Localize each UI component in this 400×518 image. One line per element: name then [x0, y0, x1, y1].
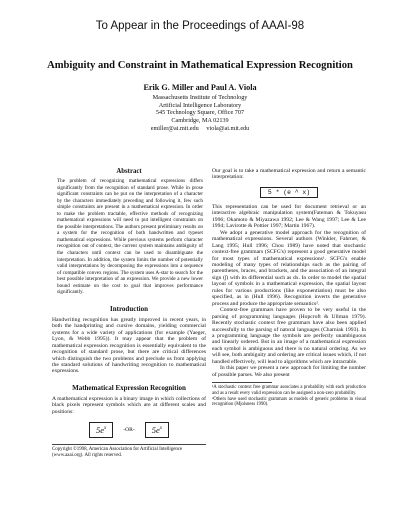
expression-base: 5e [151, 425, 160, 436]
expression-exponent: x [159, 426, 163, 432]
author-emails: emiller@ai.mit.edu viola@ai.mit.edu [150, 124, 250, 132]
venue-line: To Appear in the Proceedings of AAAI-98 [95, 20, 305, 32]
expression-base: 5e [95, 425, 105, 436]
goal-paragraph: Our goal is to take a mathematical expression and return a semantic interpretation: [212, 168, 366, 181]
generative-model-paragraph: We adopt a generative model approach for the recognition of mathematical expressions. Several authors (Winkler, Fahrner, & Lang 1995; Hull 1996; Chou 1989) have noted that stochastic context-free grammars (SCFG's) represent a good generative model for most types of mathematical expressions¹. SCFG's enable modeling of many types of relationships such as the pairing of parentheses, braces, and brackets, and the association of an integral sign (∫) with its differential such as dx. In order to model the spatial layout of symbols in a mathematical expression, the spatial layout rules for various productions (like exponentiation) must be also specified, as in (Hull 1996). Recognition inverts the generative process and produce the appropriate semantics². [212, 229, 366, 307]
or-separator: -OR- [123, 427, 135, 434]
semantic-interpretation-box: 5 * (e ^ x) [260, 187, 318, 198]
copyright-notice: Copyright ©1998, American Association for Artificial Intelligence (www.aaai.org). All rights reserved. [52, 444, 206, 459]
affiliation-line: Massachusetts Institute of Technology [152, 94, 248, 101]
new-approach-paragraph: In this paper we present a new approach for limiting the number of possible parses. We also present [212, 365, 366, 378]
representation-paragraph: This representation can be used for document retrieval or an interactive algebraic manipulation system(Fateman & Tokuyasu 1996; Okamoto & Miyazawa 1992; Lee & Wang 1997; Lee & Lee 1994; Lavirotte & Pottier 1997; Martin 1967). [212, 203, 366, 230]
footnote-2: ²Others have used stochastic grammars as models of generic problems in visual recognition (Mjolsness 1990). [212, 396, 366, 408]
mer-heading: Mathematical Expression Recognition [72, 383, 186, 392]
paper-title: Ambiguity and Constraint in Mathematical Expression Recognition [47, 60, 353, 71]
affiliation [0, 94, 400, 133]
abstract-text: The problem of recognizing mathematical expressions differs significantly from the recognition of standard prose. While in prose significant constraints can be put on the interpretation of a character by the characters immediately preceding and following it, few such simple constraints are present in a mathematical expression. In order to make the problem tractable, effective methods of recognizing mathematical expressions will need to put intelligent constraints on the possible interpretations. The authors present preliminary results on a system for the recognition of both handwritten and typeset mathematical expressions. While previous systems perform character recognition out of context, the current system maintains ambiguity of the characters until context can be used to disambiguate the interpretation. In addition, the system limits the number of potentially valid interpretations by decomposing the expressions into a sequence of compatible convex regions. The system uses A-star to search for the best possible interpretation of an expression. We provide a new lower bound estimate on the cost to goal that improves performance significantly. [57, 178, 203, 296]
affiliation-line: 545 Technology Square, Office 707 [155, 109, 245, 117]
affiliation-line: Cambridge, MA 02139 [171, 117, 229, 125]
expression-example-right [145, 422, 169, 438]
introduction-text: Handwriting recognition has greatly improved in recent years, in both the handprinting and cursive domains, yielding commercial systems for a wide variety of applications (for example (Yaeger, Lyon, & Webb 1995)). It may appear that the problem of mathematical expression recognition is essentially equivalent to the recognition of standard prose, but there are critical differences which distinguish the two problems and preclude us from applying the standard solutions of handwriting recognition to mathematical expressions. [52, 316, 206, 375]
expression-exponent: x [104, 426, 107, 432]
affiliation-line: Artificial Intelligence Laboratory [158, 101, 242, 109]
authors: Erik G. Miller and Paul A. Viola [143, 83, 257, 92]
expression-figure [52, 422, 206, 438]
left-column [52, 168, 206, 459]
mer-text: A mathematical expression is a binary image in which collections of black pixels represent symbols which are at different scales and positions: [52, 395, 206, 415]
context-free-grammar-paragraph: Context-free grammars have proven to be very useful in the parsing of programming languages (Hopcroft & Ullman 1979). Recently stochastic context free grammars have also been applied successfully to the parsing of natural languages (Charniak 1993). In a programming language the symbols are perfectly unambiguous and linearly ordered. But in an image of a mathematical expression each symbol is ambiguous and there is no natural ordering. As we will see, both ambiguity and ordering are critical issues which, if not handled effectively, will lead to algorithms which are intractable. [212, 307, 366, 365]
abstract-heading: Abstract [116, 168, 142, 175]
expression-example-left [89, 422, 113, 438]
introduction-heading: Introduction [110, 304, 148, 313]
footnote-1: ¹A stochastic context free grammar associates a probability with each production and as a result every valid expression can be assigned a non-zero probability. [212, 385, 366, 396]
footnotes [212, 382, 366, 408]
right-column [212, 168, 366, 408]
